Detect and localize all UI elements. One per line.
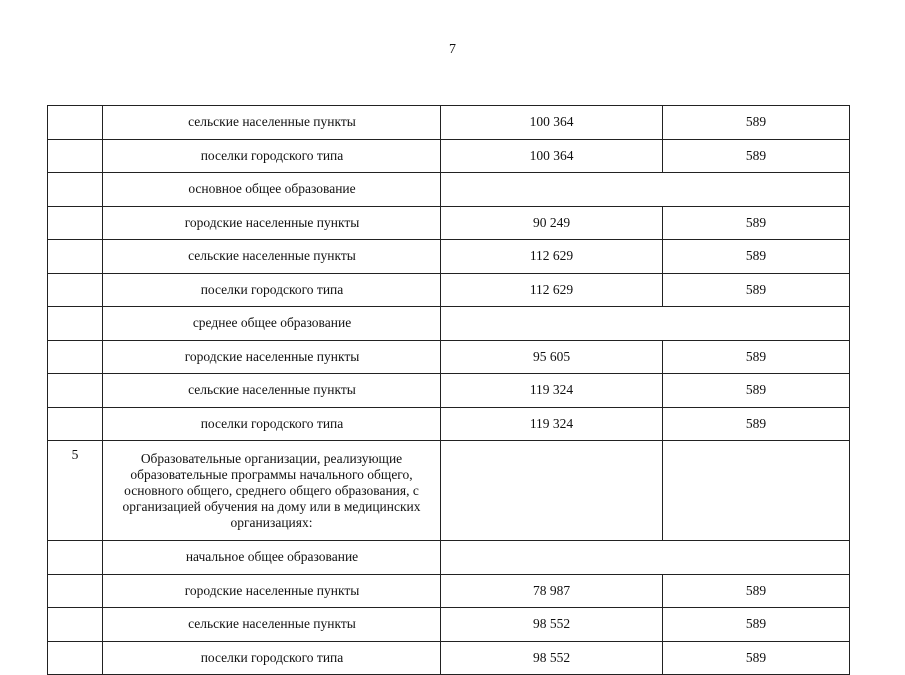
rate-value-cell: 589	[663, 608, 850, 642]
empty-merged-cell	[441, 173, 850, 207]
table-body	[48, 106, 850, 675]
settlement-type-cell: сельские населенные пункты	[103, 608, 441, 642]
row-number-cell	[48, 407, 103, 441]
rate-value-cell	[663, 441, 850, 541]
rate-value-cell: 589	[663, 374, 850, 408]
normative-value-cell: 112 629	[441, 240, 663, 274]
settlement-type-cell: поселки городского типа	[103, 407, 441, 441]
row-number-cell	[48, 240, 103, 274]
row-number-cell	[48, 340, 103, 374]
row-number-cell	[48, 206, 103, 240]
settlement-type-cell: городские населенные пункты	[103, 206, 441, 240]
row-number-cell	[48, 541, 103, 575]
row-number-cell	[48, 106, 103, 140]
row-number-cell	[48, 273, 103, 307]
row-number-cell	[48, 173, 103, 207]
rate-value-cell: 589	[663, 273, 850, 307]
settlement-type-cell: поселки городского типа	[103, 273, 441, 307]
empty-merged-cell	[441, 541, 850, 575]
row-number-cell	[48, 374, 103, 408]
normative-value-cell: 95 605	[441, 340, 663, 374]
normative-value-cell: 100 364	[441, 106, 663, 140]
settlement-type-cell: сельские населенные пункты	[103, 106, 441, 140]
normative-value-cell: 112 629	[441, 273, 663, 307]
rate-value-cell: 589	[663, 139, 850, 173]
settlement-type-cell: городские населенные пункты	[103, 574, 441, 608]
empty-merged-cell	[441, 307, 850, 341]
normative-value-cell: 98 552	[441, 608, 663, 642]
table-row	[48, 441, 850, 541]
table-row	[48, 240, 850, 274]
row-number-cell: 5	[48, 441, 103, 541]
rate-value-cell: 589	[663, 206, 850, 240]
row-number-cell	[48, 641, 103, 675]
table-row	[48, 608, 850, 642]
section-header-cell: основное общее образование	[103, 173, 441, 207]
rate-value-cell: 589	[663, 340, 850, 374]
row-number-cell	[48, 574, 103, 608]
rate-value-cell: 589	[663, 106, 850, 140]
row-number-cell	[48, 139, 103, 173]
table-row	[48, 106, 850, 140]
table-row	[48, 641, 850, 675]
row-number-cell	[48, 608, 103, 642]
table-row	[48, 173, 850, 207]
table-row	[48, 139, 850, 173]
section-header-cell: начальное общее образование	[103, 541, 441, 575]
table-row	[48, 574, 850, 608]
settlement-type-cell: городские населенные пункты	[103, 340, 441, 374]
table-row	[48, 407, 850, 441]
table-row	[48, 541, 850, 575]
row-number-cell	[48, 307, 103, 341]
settlement-type-cell: сельские населенные пункты	[103, 374, 441, 408]
document-table	[47, 105, 850, 675]
rate-value-cell: 589	[663, 574, 850, 608]
table-row	[48, 340, 850, 374]
normative-value-cell: 98 552	[441, 641, 663, 675]
normative-value-cell: 100 364	[441, 139, 663, 173]
section-header-cell: среднее общее образование	[103, 307, 441, 341]
normative-value-cell: 119 324	[441, 374, 663, 408]
settlement-type-cell: сельские населенные пункты	[103, 240, 441, 274]
normative-value-cell	[441, 441, 663, 541]
rate-value-cell: 589	[663, 407, 850, 441]
table-row	[48, 273, 850, 307]
settlement-type-cell: поселки городского типа	[103, 641, 441, 675]
table-row	[48, 206, 850, 240]
table-row	[48, 307, 850, 341]
table-row	[48, 374, 850, 408]
rate-value-cell: 589	[663, 641, 850, 675]
normative-value-cell: 78 987	[441, 574, 663, 608]
category-description-cell: Образовательные организации, реализующие образовательные программы начального общего, основного общего, среднего общего образования, с организацией обучения на дому или в медицинских организациях:	[103, 441, 441, 541]
normative-value-cell: 119 324	[441, 407, 663, 441]
normative-value-cell: 90 249	[441, 206, 663, 240]
page-number: 7	[449, 42, 456, 57]
settlement-type-cell: поселки городского типа	[103, 139, 441, 173]
rate-value-cell: 589	[663, 240, 850, 274]
